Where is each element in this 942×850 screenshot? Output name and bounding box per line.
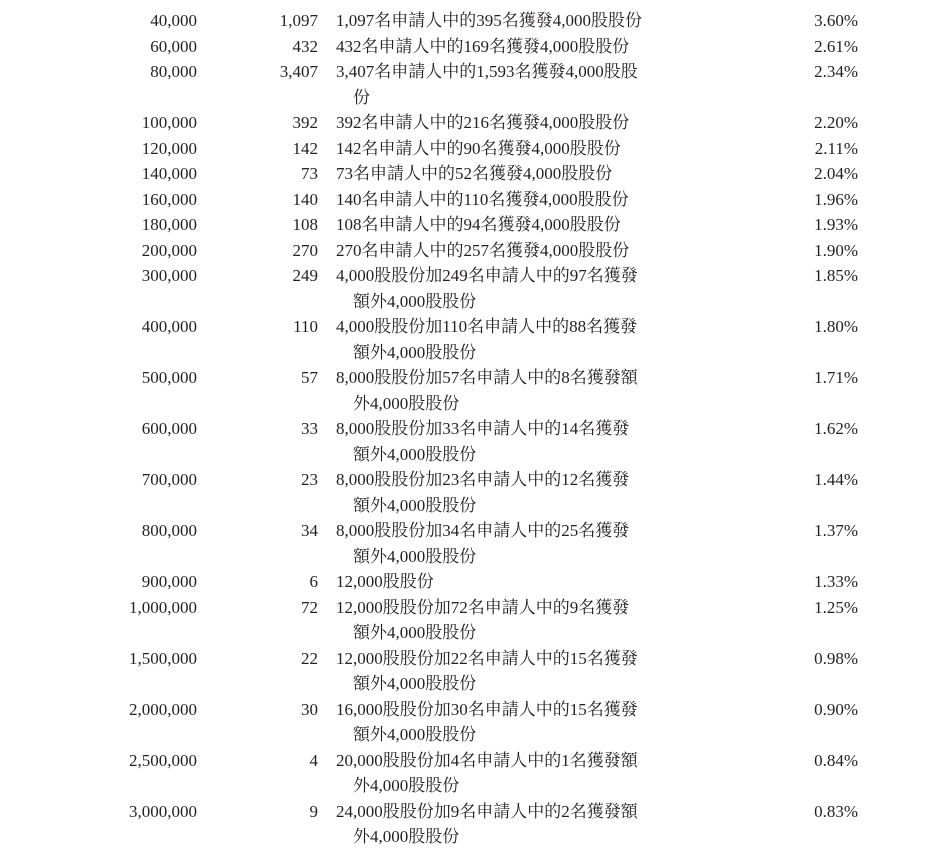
allocation-basis-line: 份 — [353, 87, 370, 107]
allocation-basis-cell — [336, 59, 736, 110]
allocation-basis-cell — [336, 799, 736, 850]
allocation-basis-line: 140名申請人中的110名獲發4,000股股份 — [336, 189, 629, 209]
allocation-basis-cell — [336, 187, 736, 213]
allocation-basis-line: 4,000股股份加249名申請人中的97名獲發 — [336, 266, 638, 285]
allocation-percentage-cell: 2.04% — [814, 164, 858, 183]
shares-applied-cell: 160,000 — [141, 189, 197, 209]
valid-applications-cell: 270 — [292, 240, 318, 260]
shares-applied-cell: 400,000 — [141, 317, 197, 336]
allocation-basis-line: 額外4,000股股份 — [353, 725, 477, 744]
allocation-percentage-cell: 0.83% — [814, 801, 858, 821]
table-row — [0, 365, 942, 416]
allocation-basis-line: 8,000股股份加57名申請人中的8名獲發額 — [336, 368, 638, 387]
shares-applied-cell: 40,000 — [150, 11, 197, 30]
allocation-percentage-cell: 2.34% — [814, 62, 858, 81]
table-row — [0, 8, 942, 34]
allocation-basis-cell — [336, 161, 736, 187]
allocation-percentage-cell: 2.11% — [814, 138, 858, 158]
shares-applied-cell: 900,000 — [141, 572, 197, 591]
allocation-basis-line: 額外4,000股股份 — [353, 342, 477, 362]
valid-applications-cell: 30 — [301, 699, 318, 719]
shares-applied-cell: 800,000 — [141, 521, 197, 540]
allocation-basis-cell — [336, 136, 736, 162]
allocation-basis-cell — [336, 646, 736, 697]
allocation-basis-cell — [336, 416, 736, 467]
shares-applied-cell: 300,000 — [141, 266, 197, 285]
allocation-basis-line: 額外4,000股股份 — [353, 674, 477, 693]
allocation-basis-line: 外4,000股股份 — [353, 393, 460, 413]
allocation-basis-line: 4,000股股份加110名申請人中的88名獲發 — [336, 317, 638, 336]
shares-applied-cell: 1,500,000 — [129, 648, 197, 668]
allocation-percentage-cell: 1.33% — [814, 572, 858, 591]
shares-applied-cell: 1,000,000 — [129, 597, 197, 617]
table-row — [0, 646, 942, 697]
table-row — [0, 34, 942, 60]
valid-applications-cell: 73 — [301, 164, 318, 183]
table-row — [0, 569, 942, 595]
allocation-basis-line: 12,000股股份加72名申請人中的9名獲發 — [336, 597, 630, 617]
allocation-percentage-cell: 1.85% — [814, 266, 858, 285]
valid-applications-cell: 33 — [301, 419, 318, 438]
valid-applications-cell: 142 — [292, 138, 318, 158]
valid-applications-cell: 23 — [301, 470, 318, 489]
valid-applications-cell: 34 — [301, 521, 318, 540]
shares-applied-cell: 700,000 — [141, 470, 197, 489]
table-row — [0, 416, 942, 467]
allocation-basis-cell — [336, 314, 736, 365]
allocation-basis-cell — [336, 467, 736, 518]
allocation-basis-line: 270名申請人中的257名獲發4,000股股份 — [336, 240, 630, 260]
allocation-basis-cell — [336, 34, 736, 60]
shares-applied-cell: 120,000 — [141, 138, 197, 158]
allocation-basis-cell — [336, 748, 736, 799]
valid-applications-cell: 72 — [301, 597, 318, 617]
allocation-basis-line: 16,000股股份加30名申請人中的15名獲發 — [336, 699, 638, 719]
valid-applications-cell: 3,407 — [279, 62, 318, 81]
shares-applied-cell: 200,000 — [141, 240, 197, 260]
allocation-percentage-cell: 0.98% — [814, 648, 858, 668]
table-row — [0, 799, 942, 850]
valid-applications-cell: 110 — [293, 317, 318, 336]
allocation-percentage-cell: 1.93% — [814, 215, 858, 234]
shares-applied-cell: 2,000,000 — [129, 699, 197, 719]
allocation-basis-cell — [336, 365, 736, 416]
table-row — [0, 212, 942, 238]
allocation-basis-cell — [336, 110, 736, 136]
table-row — [0, 697, 942, 748]
allocation-basis-line: 73名申請人中的52名獲發4,000股股份 — [336, 164, 613, 183]
allocation-basis-line: 3,407名申請人中的1,593名獲發4,000股股 — [336, 62, 638, 81]
valid-applications-cell: 1,097 — [279, 11, 318, 30]
valid-applications-cell: 9 — [309, 801, 318, 821]
allocation-percentage-cell: 1.71% — [814, 368, 858, 387]
table-row — [0, 187, 942, 213]
shares-applied-cell: 500,000 — [141, 368, 197, 387]
allocation-basis-line: 1,097名申請人中的395名獲發4,000股股份 — [336, 11, 642, 30]
allocation-basis-line: 8,000股股份加33名申請人中的14名獲發 — [336, 419, 630, 438]
allocation-basis-cell — [336, 518, 736, 569]
shares-applied-cell: 3,000,000 — [129, 801, 197, 821]
allocation-basis-line: 8,000股股份加34名申請人中的25名獲發 — [336, 521, 630, 540]
allocation-percentage-cell: 1.96% — [814, 189, 858, 209]
allocation-percentage-cell: 0.90% — [814, 699, 858, 719]
allocation-basis-line: 額外4,000股股份 — [353, 495, 477, 515]
allocation-basis-line: 432名申請人中的169名獲發4,000股股份 — [336, 36, 630, 56]
allocation-basis-line: 額外4,000股股份 — [353, 444, 477, 464]
table-row — [0, 748, 942, 799]
shares-applied-cell: 180,000 — [141, 215, 197, 234]
allocation-percentage-cell: 0.84% — [814, 750, 858, 770]
valid-applications-cell: 6 — [309, 572, 318, 591]
allocation-basis-cell — [336, 263, 736, 314]
allocation-basis-cell — [336, 8, 736, 34]
allotment-table — [0, 8, 942, 850]
allocation-basis-cell — [336, 697, 736, 748]
allocation-basis-cell — [336, 212, 736, 238]
allocation-percentage-cell: 1.44% — [814, 470, 858, 489]
shares-applied-cell: 600,000 — [141, 419, 197, 438]
allocation-basis-line: 額外4,000股股份 — [353, 546, 477, 566]
allocation-basis-line: 12,000股股份加22名申請人中的15名獲發 — [336, 648, 638, 668]
table-row — [0, 59, 942, 110]
table-row — [0, 136, 942, 162]
shares-applied-cell: 100,000 — [141, 113, 197, 132]
table-row — [0, 238, 942, 264]
valid-applications-cell: 392 — [292, 113, 318, 132]
table-row — [0, 518, 942, 569]
allocation-percentage-cell: 2.61% — [814, 36, 858, 56]
valid-applications-cell: 249 — [292, 266, 318, 285]
valid-applications-cell: 432 — [292, 36, 318, 56]
allocation-percentage-cell: 1.37% — [814, 521, 858, 540]
allocation-basis-line: 8,000股股份加23名申請人中的12名獲發 — [336, 470, 630, 489]
allocation-basis-cell — [336, 238, 736, 264]
valid-applications-cell: 108 — [292, 215, 318, 234]
table-row — [0, 263, 942, 314]
table-row — [0, 314, 942, 365]
table-row — [0, 595, 942, 646]
table-row — [0, 467, 942, 518]
allocation-basis-line: 142名申請人中的90名獲發4,000股股份 — [336, 138, 621, 158]
allocation-basis-line: 外4,000股股份 — [353, 776, 460, 795]
shares-applied-cell: 2,500,000 — [129, 750, 197, 770]
table-row — [0, 161, 942, 187]
valid-applications-cell: 4 — [309, 750, 318, 770]
allocation-percentage-cell: 1.80% — [814, 317, 858, 336]
allocation-percentage-cell: 2.20% — [814, 113, 858, 132]
valid-applications-cell: 140 — [292, 189, 318, 209]
shares-applied-cell: 60,000 — [150, 36, 197, 56]
allocation-percentage-cell: 1.62% — [814, 419, 858, 438]
allocation-percentage-cell: 1.90% — [814, 240, 858, 260]
allocation-basis-line: 24,000股股份加9名申請人中的2名獲發額 — [336, 801, 638, 821]
allocation-basis-cell — [336, 595, 736, 646]
allocation-basis-line: 額外4,000股股份 — [353, 291, 477, 311]
allocation-basis-line: 392名申請人中的216名獲發4,000股股份 — [336, 113, 630, 132]
allocation-basis-line: 外4,000股股份 — [353, 827, 460, 846]
allocation-basis-line: 12,000股股份 — [336, 572, 434, 591]
allocation-basis-line: 額外4,000股股份 — [353, 623, 477, 642]
allocation-basis-line: 20,000股股份加4名申請人中的1名獲發額 — [336, 750, 638, 770]
valid-applications-cell: 57 — [301, 368, 318, 387]
allocation-percentage-cell: 1.25% — [814, 597, 858, 617]
shares-applied-cell: 80,000 — [150, 62, 197, 81]
table-row — [0, 110, 942, 136]
valid-applications-cell: 22 — [301, 648, 318, 668]
allocation-percentage-cell: 3.60% — [814, 11, 858, 30]
allocation-basis-line: 108名申請人中的94名獲發4,000股股份 — [336, 215, 621, 234]
shares-applied-cell: 140,000 — [141, 164, 197, 183]
allocation-basis-cell — [336, 569, 736, 595]
